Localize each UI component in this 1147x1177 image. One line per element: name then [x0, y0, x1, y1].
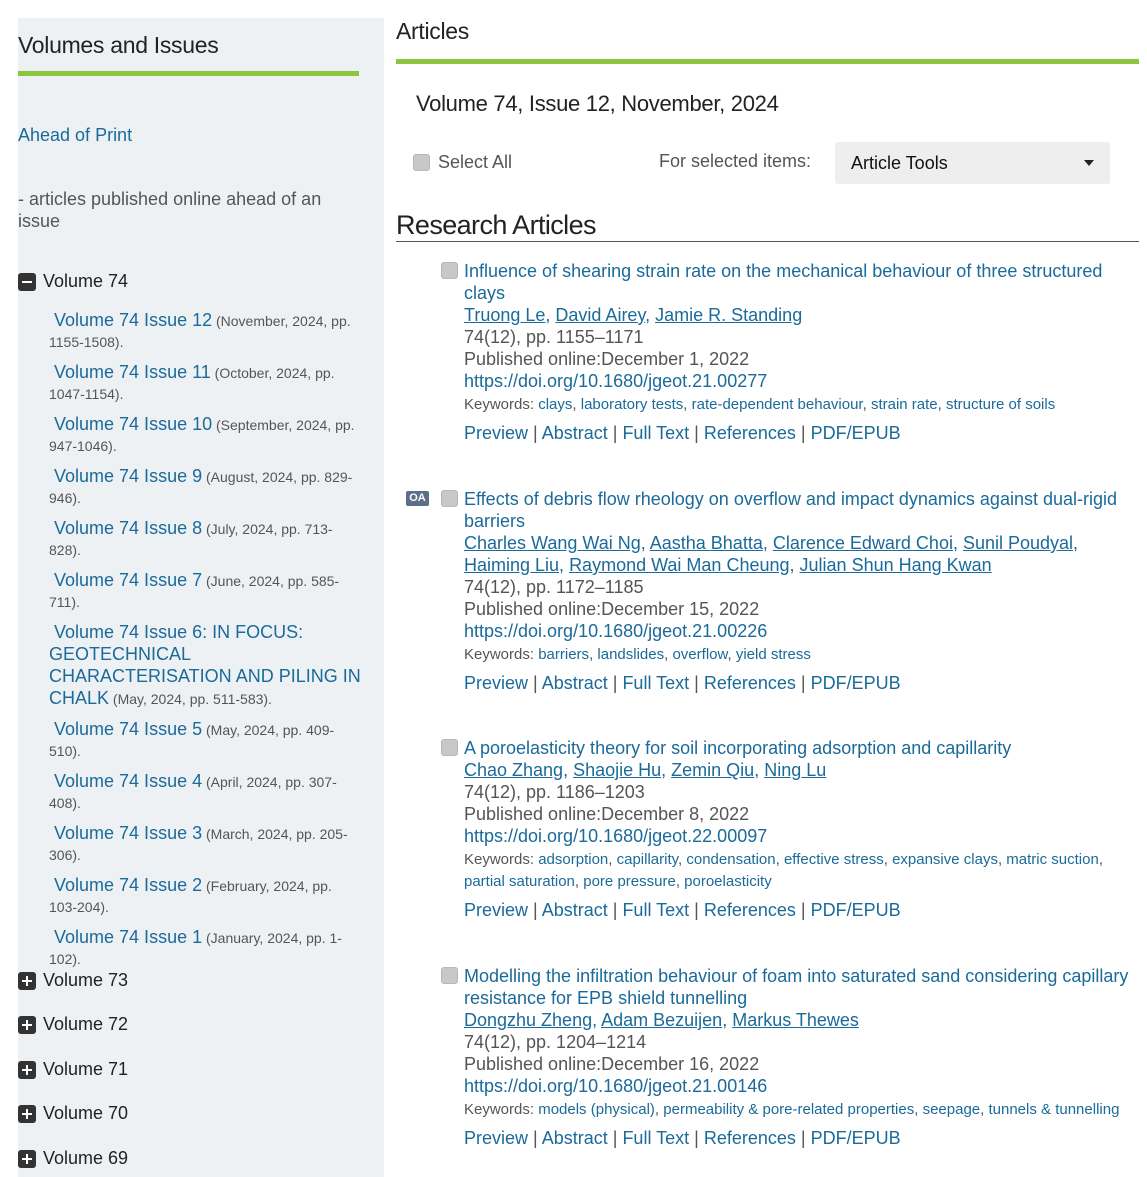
article-doi-link[interactable]: https://doi.org/10.1680/jgeot.21.00226 — [464, 621, 768, 641]
keyword-link[interactable]: tunnels & tunnelling — [988, 1101, 1120, 1118]
issue-link[interactable]: Volume 74 Issue 10 — [54, 414, 213, 434]
author-link[interactable]: Zemin Qiu — [671, 760, 755, 780]
volume-71-toggle[interactable] — [18, 1059, 128, 1080]
article-published: Published online:December 1, 2022 — [464, 349, 750, 369]
article-tools-label: Article Tools — [851, 152, 948, 173]
issue-link[interactable]: Volume 74 Issue 4 — [54, 771, 203, 791]
expand-plus-icon[interactable] — [18, 1150, 36, 1168]
issue-item: Volume 74 Issue 6: IN FOCUS: GEOTECHNICAL CHARACTERISATION AND PILING IN CHALK (May, 2024, pp. 511-583). — [49, 622, 361, 708]
expand-plus-icon[interactable] — [18, 1016, 36, 1034]
article-checkbox[interactable] — [441, 967, 458, 984]
author-link[interactable]: Raymond Wai Man Cheung — [569, 555, 790, 575]
abstract-link[interactable]: Abstract — [541, 673, 608, 693]
article-item — [464, 737, 1134, 921]
article-title-link[interactable]: Effects of debris flow rheology on overflow and impact dynamics against dual-rigid barriers — [464, 489, 1118, 531]
volume-label: Volume 72 — [43, 1014, 129, 1034]
issue-link[interactable]: Volume 74 Issue 7 — [54, 570, 203, 590]
keyword-link[interactable]: barriers — [538, 646, 590, 663]
keyword-link[interactable]: capillarity — [616, 851, 679, 868]
article-published: Published online:December 8, 2022 — [464, 804, 750, 824]
article-title-link[interactable]: A poroelasticity theory for soil incorporating adsorption and capillarity — [464, 738, 1012, 758]
article-links: Preview | Abstract | Full Text | References | PDF/EPUB — [464, 423, 901, 443]
volume-70-toggle[interactable] — [18, 1103, 128, 1124]
sidebar-divider — [18, 71, 359, 76]
issue-link[interactable]: Volume 74 Issue 6: IN FOCUS: GEOTECHNICAL CHARACTERISATION AND PILING IN CHALK — [49, 622, 361, 708]
article-item — [464, 260, 1134, 444]
article-checkbox[interactable] — [441, 739, 458, 756]
keyword-link[interactable]: models (physical) — [538, 1101, 655, 1118]
article-authors: Charles Wang Wai Ng, Aastha Bhatta, Clarence Edward Choi, Sunil Poudyal, Haiming Liu, Raymond Wai Man Cheung, Julian Shun Hang Kwan — [464, 533, 1079, 575]
volume-69-toggle[interactable] — [18, 1148, 128, 1169]
article-links: Preview | Abstract | Full Text | References | PDF/EPUB — [464, 1128, 901, 1148]
article-doi-link[interactable]: https://doi.org/10.1680/jgeot.21.00146 — [464, 1076, 768, 1096]
author-link[interactable]: David Airey — [555, 305, 646, 325]
article-doi-link[interactable]: https://doi.org/10.1680/jgeot.22.00097 — [464, 826, 768, 846]
full-text-link[interactable]: Full Text — [622, 900, 690, 920]
keyword-link[interactable]: landslides — [597, 646, 665, 663]
references-link[interactable]: References — [703, 423, 796, 443]
ahead-of-print-description: - articles published online ahead of an issue — [18, 189, 322, 231]
volumes-sidebar — [18, 18, 384, 1177]
author-link[interactable]: Jamie R. Standing — [655, 305, 803, 325]
full-text-link[interactable]: Full Text — [622, 1128, 690, 1148]
issue-link[interactable]: Volume 74 Issue 8 — [54, 518, 203, 538]
ahead-of-print-link[interactable]: Ahead of Print — [18, 125, 133, 145]
article-links: Preview | Abstract | Full Text | References | PDF/EPUB — [464, 673, 901, 693]
issue-link[interactable]: Volume 74 Issue 5 — [54, 719, 203, 739]
article-doi-link[interactable]: https://doi.org/10.1680/jgeot.21.00277 — [464, 371, 768, 391]
sidebar-title: Volumes and Issues — [18, 32, 219, 58]
for-selected-label: For selected items: — [659, 151, 812, 171]
volume-label: Volume 73 — [43, 970, 129, 990]
expand-plus-icon[interactable] — [18, 1105, 36, 1123]
issue-item: Volume 74 Issue 8 (July, 2024, pp. 713-828). — [49, 518, 333, 558]
keyword-link[interactable]: permeability & pore-related properties — [663, 1101, 915, 1118]
article-pages: 74(12), pp. 1155–1171 — [464, 327, 644, 347]
article-published: Published online:December 16, 2022 — [464, 1054, 760, 1074]
abstract-link[interactable]: Abstract — [541, 900, 608, 920]
issue-item: Volume 74 Issue 3 (March, 2024, pp. 205-306). — [49, 823, 348, 863]
article-keywords: Keywords: clays, laboratory tests, rate-dependent behaviour, strain rate, structure of soils — [464, 396, 1056, 413]
article-pages: 74(12), pp. 1204–1214 — [464, 1032, 647, 1052]
article-authors: Dongzhu Zheng, Adam Bezuijen, Markus Thewes — [464, 1010, 859, 1030]
article-checkbox[interactable] — [441, 490, 458, 507]
keyword-link[interactable]: partial saturation — [464, 873, 575, 890]
references-link[interactable]: References — [703, 900, 796, 920]
issue-link[interactable]: Volume 74 Issue 3 — [54, 823, 203, 843]
issue-link[interactable]: Volume 74 Issue 9 — [54, 466, 203, 486]
volume-72-toggle[interactable] — [18, 1014, 128, 1035]
issue-item: Volume 74 Issue 9 (August, 2024, pp. 829-946). — [49, 466, 353, 506]
author-link[interactable]: Julian Shun Hang Kwan — [799, 555, 992, 575]
volume-74-toggle[interactable] — [18, 271, 128, 292]
collapse-minus-icon[interactable] — [18, 273, 36, 291]
volume-label: Volume 70 — [43, 1103, 129, 1123]
articles-divider — [396, 59, 1139, 64]
keyword-link[interactable]: poroelasticity — [684, 873, 772, 890]
issue-item: Volume 74 Issue 12 (November, 2024, pp. 1155-1508). — [49, 310, 351, 350]
author-link[interactable]: Clarence Edward Choi — [772, 533, 953, 553]
issue-item: Volume 74 Issue 2 (February, 2024, pp. 103-204). — [49, 875, 332, 915]
expand-plus-icon[interactable] — [18, 972, 36, 990]
issue-list — [49, 310, 361, 970]
preview-link[interactable]: Preview — [464, 673, 529, 693]
volume-73-toggle[interactable] — [18, 970, 128, 991]
keyword-link[interactable]: condensation — [686, 851, 776, 868]
keyword-link[interactable]: structure of soils — [946, 396, 1056, 413]
section-divider — [396, 241, 1139, 242]
article-pages: 74(12), pp. 1172–1185 — [464, 577, 644, 597]
pdf-epub-link[interactable]: PDF/EPUB — [810, 900, 901, 920]
keyword-link[interactable]: pore pressure — [583, 873, 676, 890]
abstract-link[interactable]: Abstract — [541, 423, 608, 443]
keyword-link[interactable]: expansive clays — [892, 851, 998, 868]
issue-title: Volume 74, Issue 12, November, 2024 — [416, 91, 779, 116]
author-link[interactable]: Aastha Bhatta — [649, 533, 763, 553]
references-link[interactable]: References — [703, 673, 796, 693]
keyword-link[interactable]: seepage — [922, 1101, 981, 1118]
issue-link[interactable]: Volume 74 Issue 2 — [54, 875, 203, 895]
article-keywords: Keywords: barriers, landslides, overflow, yield stress — [464, 646, 811, 663]
open-access-badge: OA — [406, 491, 429, 506]
issue-item: Volume 74 Issue 4 (April, 2024, pp. 307-408). — [49, 771, 337, 811]
issue-item: Volume 74 Issue 10 (September, 2024, pp. 947-1046). — [49, 414, 355, 454]
article-item — [464, 965, 1134, 1149]
keyword-link[interactable]: overflow — [672, 646, 728, 663]
issue-item: Volume 74 Issue 5 (May, 2024, pp. 409-510). — [49, 719, 335, 759]
author-link[interactable]: Haiming Liu — [464, 555, 560, 575]
references-link[interactable]: References — [703, 1128, 796, 1148]
article-tools-dropdown[interactable] — [835, 142, 1110, 184]
author-link[interactable]: Sunil Poudyal — [962, 533, 1074, 553]
author-link[interactable]: Truong Le — [464, 305, 546, 325]
author-link[interactable]: Charles Wang Wai Ng — [464, 533, 641, 553]
pdf-epub-link[interactable]: PDF/EPUB — [810, 673, 901, 693]
author-link[interactable]: Adam Bezuijen — [601, 1010, 723, 1030]
keyword-link[interactable]: rate-dependent behaviour — [691, 396, 863, 413]
keyword-link[interactable]: effective stress — [783, 851, 884, 868]
articles-heading: Articles — [396, 18, 470, 44]
keyword-link[interactable]: clays — [538, 396, 573, 413]
volume-label: Volume 69 — [43, 1148, 129, 1168]
keyword-link[interactable]: strain rate — [870, 396, 938, 413]
article-authors: Truong Le, David Airey, Jamie R. Standing — [464, 305, 803, 325]
article-links: Preview | Abstract | Full Text | References | PDF/EPUB — [464, 900, 901, 920]
caret-down-icon — [1084, 160, 1094, 166]
author-link[interactable]: Dongzhu Zheng — [464, 1010, 593, 1030]
article-keywords: Keywords: adsorption, capillarity, condensation, effective stress, expansive clays, matric suction, partial saturation, pore pressure, poroelasticity — [464, 851, 1103, 890]
volume-label: Volume 71 — [43, 1059, 129, 1079]
article-keywords: Keywords: models (physical), permeability & pore-related properties, seepage, tunnels & tunnelling — [464, 1101, 1120, 1118]
expand-plus-icon[interactable] — [18, 1061, 36, 1079]
preview-link[interactable]: Preview — [464, 900, 529, 920]
author-link[interactable]: Ning Lu — [764, 760, 827, 780]
article-authors: Chao Zhang, Shaojie Hu, Zemin Qiu, Ning Lu — [464, 760, 827, 780]
issue-link[interactable]: Volume 74 Issue 12 — [54, 310, 213, 330]
author-link[interactable]: Markus Thewes — [732, 1010, 859, 1030]
keyword-link[interactable]: yield stress — [735, 646, 811, 663]
issue-link[interactable]: Volume 74 Issue 1 — [54, 927, 203, 947]
select-all-checkbox[interactable] — [413, 152, 512, 173]
issue-link[interactable]: Volume 74 Issue 11 — [54, 362, 211, 382]
author-link[interactable]: Chao Zhang — [464, 760, 564, 780]
article-published: Published online:December 15, 2022 — [464, 599, 760, 619]
pdf-epub-link[interactable]: PDF/EPUB — [810, 1128, 901, 1148]
full-text-link[interactable]: Full Text — [622, 423, 690, 443]
issue-item: Volume 74 Issue 11 (October, 2024, pp. 1047-1154). — [49, 362, 335, 402]
preview-link[interactable]: Preview — [464, 423, 529, 443]
issue-item: Volume 74 Issue 7 (June, 2024, pp. 585-711). — [49, 570, 340, 610]
full-text-link[interactable]: Full Text — [622, 673, 690, 693]
article-pages: 74(12), pp. 1186–1203 — [464, 782, 645, 802]
issue-item: Volume 74 Issue 1 (January, 2024, pp. 1-102). — [49, 927, 342, 967]
abstract-link[interactable]: Abstract — [541, 1128, 608, 1148]
article-checkbox[interactable] — [441, 262, 458, 279]
keyword-link[interactable]: matric suction — [1006, 851, 1099, 868]
select-all-label: Select All — [438, 152, 513, 172]
author-link[interactable]: Shaojie Hu — [573, 760, 662, 780]
volume-label: Volume 74 — [43, 271, 129, 291]
article-title-link[interactable]: Influence of shearing strain rate on the mechanical behaviour of three structured clays — [464, 261, 1103, 303]
keyword-link[interactable]: laboratory tests — [580, 396, 684, 413]
preview-link[interactable]: Preview — [464, 1128, 529, 1148]
keyword-link[interactable]: adsorption — [538, 851, 609, 868]
checkbox-icon[interactable] — [413, 154, 430, 171]
section-title: Research Articles — [396, 210, 596, 240]
pdf-epub-link[interactable]: PDF/EPUB — [810, 423, 901, 443]
article-item — [409, 488, 1134, 694]
article-title-link[interactable]: Modelling the infiltration behaviour of foam into saturated sand considering capillary resistance for EPB shield tunnelling — [464, 966, 1129, 1008]
